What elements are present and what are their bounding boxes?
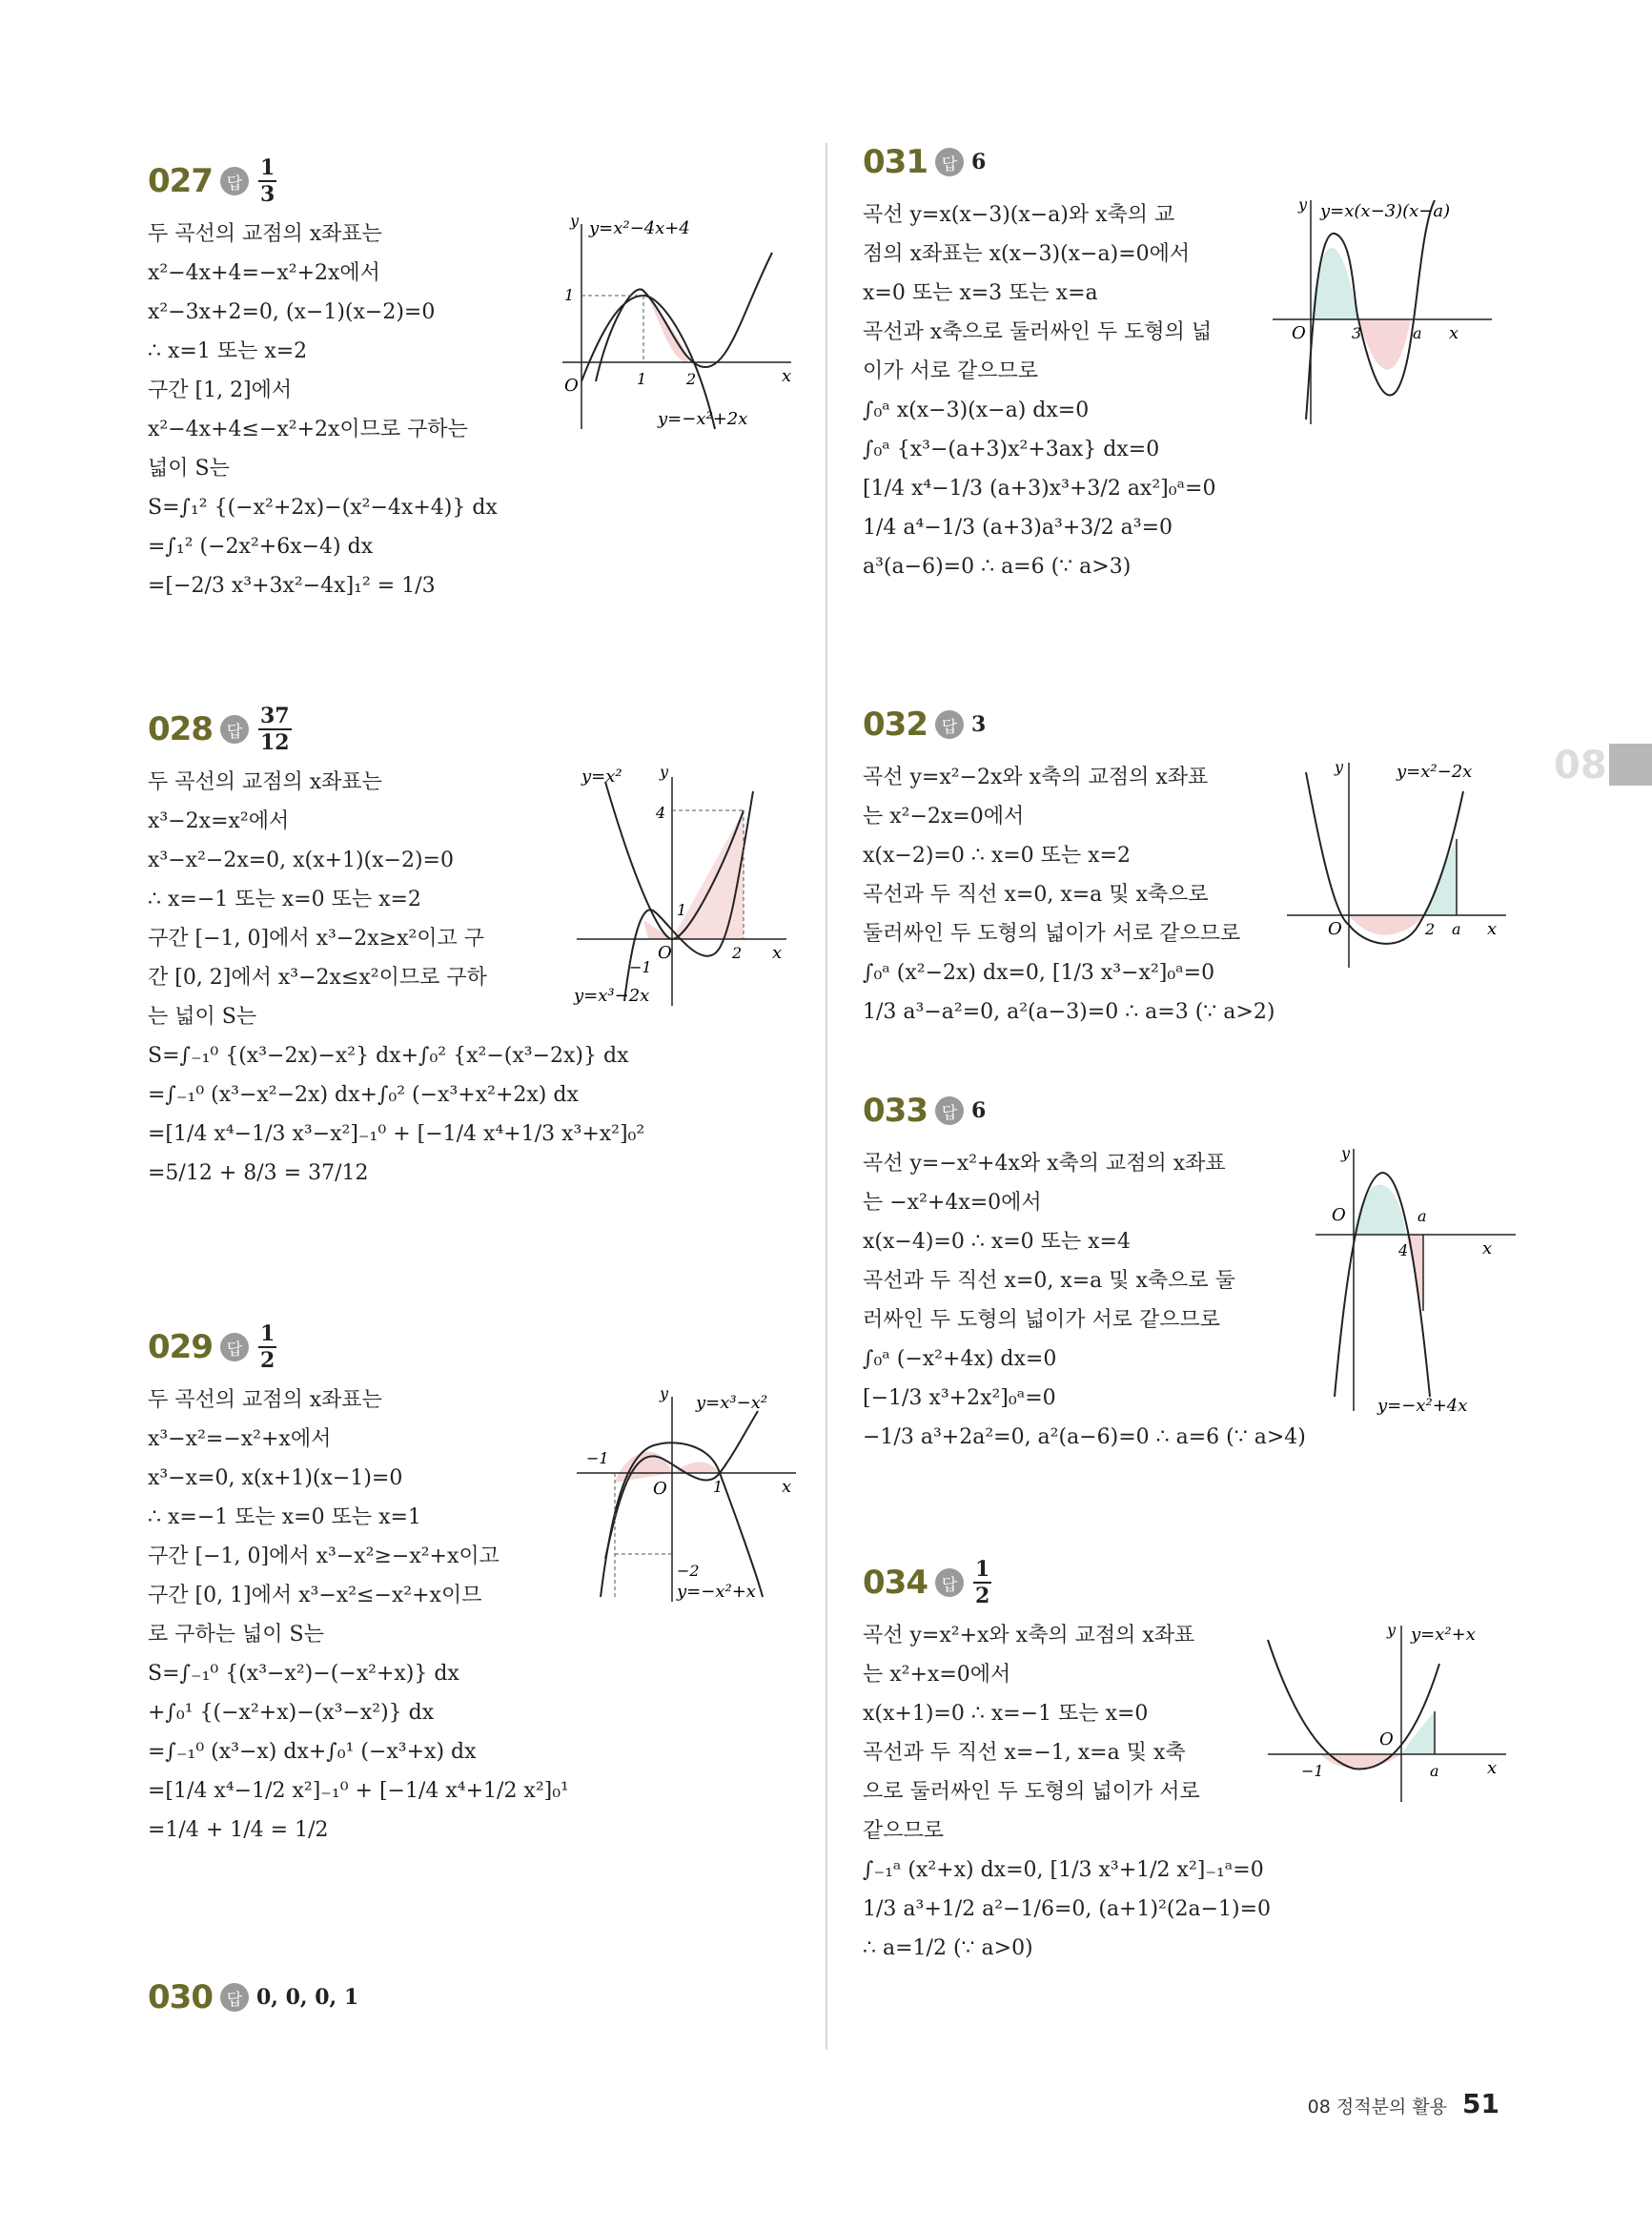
problem-number: 029 bbox=[148, 1328, 213, 1366]
solution-line: ∴ x=1 또는 x=2 bbox=[148, 339, 308, 363]
solution-line: 점의 x좌표는 x(x−3)(x−a)=0에서 bbox=[863, 242, 1191, 266]
graph-tick-label: 4 bbox=[656, 804, 666, 822]
answer-denominator: 2 bbox=[259, 1348, 275, 1373]
problem-header bbox=[863, 1549, 1530, 1616]
solution-line: =∫₁² (−2x²+6x−4) dx bbox=[148, 535, 374, 559]
problem-header bbox=[863, 1077, 1530, 1144]
graph-axis-label: x bbox=[1487, 919, 1498, 939]
graph-axis-label: x bbox=[772, 943, 783, 963]
problem-header bbox=[148, 1964, 815, 2031]
solution-line: =5/12 + 8/3 = 37/12 bbox=[148, 1161, 369, 1185]
solution-line: 곡선 y=x(x−3)(x−a)와 x축의 교 bbox=[863, 203, 1175, 227]
graph-tick-label: 2 bbox=[732, 944, 743, 962]
solution-line: ∴ a=1/2 (∵ a>0) bbox=[863, 1936, 1033, 1960]
solution-line: 두 곡선의 교점의 x좌표는 bbox=[148, 222, 382, 246]
problem-header bbox=[148, 696, 815, 763]
solution-line: 두 곡선의 교점의 x좌표는 bbox=[148, 1388, 382, 1412]
graph-tick-label: 2 bbox=[1425, 920, 1436, 938]
solution-line: ∫₀ᵃ (−x²+4x) dx=0 bbox=[863, 1347, 1057, 1371]
chapter-side-tab bbox=[1554, 744, 1652, 786]
solution-line: =[1/4 x⁴−1/2 x²]₋₁⁰ + [−1/4 x⁴+1/2 x²]₀¹ bbox=[148, 1779, 569, 1803]
answer-value: 0, 0, 0, 1 bbox=[255, 1985, 359, 2010]
graph-032 bbox=[1282, 753, 1511, 976]
solution-line: x³−2x=x²에서 bbox=[148, 809, 290, 833]
answer-badge: 답 bbox=[220, 715, 249, 744]
solution-line: x(x+1)=0 ∴ x=−1 또는 x=0 bbox=[863, 1702, 1149, 1726]
solution-line: 구간 [−1, 0]에서 x³−2x≥x²이고 구 bbox=[148, 927, 485, 951]
graph-origin-label: O bbox=[1332, 1205, 1346, 1225]
graph-033 bbox=[1311, 1139, 1520, 1420]
graph-axis-label: x bbox=[782, 1477, 792, 1497]
graph-curve-label: y=x³−x² bbox=[696, 1393, 768, 1413]
solution-line: 두 곡선의 교점의 x좌표는 bbox=[148, 770, 382, 794]
solution-line: 는 x²−2x=0에서 bbox=[863, 805, 1025, 829]
solution-line: 로 구하는 넓이 S는 bbox=[148, 1623, 324, 1647]
answer-fraction bbox=[258, 706, 292, 753]
solution-line: 곡선과 두 직선 x=0, x=a 및 x축으로 둘 bbox=[863, 1269, 1235, 1293]
solution-line: 으로 둘러싸인 두 도형의 넓이가 서로 bbox=[863, 1780, 1200, 1804]
graph-tick-label: 1 bbox=[637, 370, 647, 388]
answer-value: 6 bbox=[970, 1098, 987, 1123]
solution-line: +∫₀¹ {(−x²+x)−(x³−x²)} dx bbox=[148, 1701, 435, 1725]
graph-curve-label: y=−x²+x bbox=[677, 1582, 756, 1602]
solution-line: 1/3 a³−a²=0, a²(a−3)=0 ∴ a=3 (∵ a>2) bbox=[863, 1000, 1275, 1024]
graph-tick-label: −1 bbox=[1301, 1762, 1324, 1780]
page-footer bbox=[1308, 2088, 1499, 2119]
graph-tick-label: 1 bbox=[713, 1478, 724, 1496]
solution-line: =1/4 + 1/4 = 1/2 bbox=[148, 1818, 329, 1842]
graph-tick-label: −1 bbox=[586, 1449, 609, 1467]
problem-number: 030 bbox=[148, 1978, 213, 2016]
problem-number: 031 bbox=[863, 143, 928, 181]
solution-line: ∫₋₁ᵃ (x²+x) dx=0, [1/3 x³+1/2 x²]₋₁ᵃ=0 bbox=[863, 1858, 1264, 1882]
problem-header bbox=[148, 1314, 815, 1381]
graph-axis-label: y bbox=[1335, 758, 1344, 776]
solution-line: −1/3 a³+2a²=0, a²(a−6)=0 ∴ a=6 (∵ a>4) bbox=[863, 1425, 1306, 1449]
graph-axis-label: x bbox=[1482, 1238, 1493, 1258]
solution-line: S=∫₋₁⁰ {(x³−x²)−(−x²+x)} dx bbox=[148, 1662, 459, 1686]
answer-numerator: 1 bbox=[259, 155, 275, 180]
solution-line: 는 −x²+4x=0에서 bbox=[863, 1191, 1042, 1215]
problem-number: 033 bbox=[863, 1092, 928, 1130]
solution-line: 간 [0, 2]에서 x³−2x≤x²이므로 구하 bbox=[148, 966, 487, 990]
answer-fraction bbox=[973, 1559, 991, 1606]
solution-line: x(x−4)=0 ∴ x=0 또는 x=4 bbox=[863, 1230, 1131, 1254]
solution-line: ∴ x=−1 또는 x=0 또는 x=2 bbox=[148, 888, 421, 911]
solution-line: [1/4 x⁴−1/3 (a+3)x³+3/2 ax²]₀ᵃ=0 bbox=[863, 477, 1216, 501]
graph-origin-label: O bbox=[658, 943, 672, 963]
graph-034 bbox=[1263, 1616, 1511, 1811]
answer-badge: 답 bbox=[220, 1333, 249, 1361]
graph-tick-label: 4 bbox=[1398, 1241, 1409, 1259]
answer-badge: 답 bbox=[220, 1983, 249, 2012]
solution-line: 는 x²+x=0에서 bbox=[863, 1663, 1011, 1687]
graph-tick-label: a bbox=[1452, 920, 1461, 938]
solution-line: [−1/3 x³+2x²]₀ᵃ=0 bbox=[863, 1386, 1056, 1410]
answer-denominator: 3 bbox=[259, 182, 275, 207]
problem-header bbox=[148, 148, 815, 215]
graph-axis-label: y bbox=[660, 763, 669, 781]
graph-axis-label: x bbox=[782, 366, 792, 386]
answer-denominator: 2 bbox=[974, 1584, 990, 1608]
problem-header bbox=[863, 129, 1530, 195]
solution-line: 1/4 a⁴−1/3 (a+3)a³+3/2 a³=0 bbox=[863, 516, 1173, 540]
solution-line: 곡선과 두 직선 x=−1, x=a 및 x축 bbox=[863, 1741, 1186, 1765]
solution-line: x²−3x+2=0, (x−1)(x−2)=0 bbox=[148, 300, 436, 324]
solution-line: ∫₀ᵃ {x³−(a+3)x²+3ax} dx=0 bbox=[863, 438, 1160, 461]
solution-line: =∫₋₁⁰ (x³−x²−2x) dx+∫₀² (−x³+x²+2x) dx bbox=[148, 1083, 579, 1107]
chapter-tab-bar bbox=[1609, 744, 1652, 786]
problem-header bbox=[863, 691, 1530, 758]
solution-line: 곡선 y=x²−2x와 x축의 교점의 x좌표 bbox=[863, 766, 1209, 789]
solution-line: a³(a−6)=0 ∴ a=6 (∵ a>3) bbox=[863, 555, 1132, 579]
problem-number: 028 bbox=[148, 710, 213, 748]
graph-axis-label: y bbox=[1298, 195, 1308, 214]
solution-line: 곡선 y=x²+x와 x축의 교점의 x좌표 bbox=[863, 1624, 1195, 1647]
graph-029 bbox=[572, 1387, 801, 1610]
graph-tick-label: 1 bbox=[677, 901, 687, 919]
graph-axis-label: y bbox=[1341, 1144, 1351, 1162]
solution-line: =[−2/3 x³+3x²−4x]₁² = 1/3 bbox=[148, 574, 436, 598]
answer-badge: 답 bbox=[935, 148, 964, 176]
graph-curve-label: y=x²+x bbox=[1411, 1625, 1476, 1645]
solution-line: ∫₀ᵃ (x²−2x) dx=0, [1/3 x³−x²]₀ᵃ=0 bbox=[863, 961, 1215, 985]
solution-line: S=∫₁² {(−x²+2x)−(x²−4x+4)} dx bbox=[148, 496, 498, 520]
graph-origin-label: O bbox=[564, 376, 579, 396]
solution-line: ∴ x=−1 또는 x=0 또는 x=1 bbox=[148, 1505, 421, 1529]
graph-axis-label: y bbox=[570, 215, 580, 230]
solution-line: 구간 [−1, 0]에서 x³−x²≥−x²+x이고 bbox=[148, 1545, 500, 1568]
solution-line: 1/3 a³+1/2 a²−1/6=0, (a+1)²(2a−1)=0 bbox=[863, 1897, 1272, 1921]
solution-line: 는 넓이 S는 bbox=[148, 1005, 257, 1029]
solution-line: 구간 [0, 1]에서 x³−x²≤−x²+x이므 bbox=[148, 1584, 482, 1607]
answer-value: 3 bbox=[970, 712, 987, 737]
graph-axis-label: y bbox=[660, 1387, 669, 1402]
solution-line: 넓이 S는 bbox=[148, 457, 230, 481]
graph-tick-label: a bbox=[1413, 324, 1422, 342]
graph-curve-label: y=x²−2x bbox=[1397, 762, 1473, 782]
page-number: 51 bbox=[1462, 2088, 1499, 2119]
graph-axis-label: y bbox=[1387, 1621, 1397, 1639]
solution-line: 이가 서로 같으므로 bbox=[863, 359, 1039, 383]
graph-curve-label: y=x²−4x+4 bbox=[589, 218, 690, 238]
solution-line: x²−4x+4=−x²+2x에서 bbox=[148, 261, 380, 285]
solution-line: 둘러싸인 두 도형의 넓이가 서로 같으므로 bbox=[863, 922, 1241, 946]
problem-030 bbox=[148, 1964, 815, 2031]
solution-line: =∫₋₁⁰ (x³−x) dx+∫₀¹ (−x³+x) dx bbox=[148, 1740, 477, 1764]
graph-028 bbox=[572, 763, 791, 1014]
graph-origin-label: O bbox=[1328, 919, 1342, 939]
graph-curve-label: y=x² bbox=[581, 767, 622, 787]
graph-tick-label: a bbox=[1430, 1762, 1439, 1780]
solution-line: =[1/4 x⁴−1/3 x³−x²]₋₁⁰ + [−1/4 x⁴+1/3 x³+x²]₀² bbox=[148, 1122, 645, 1146]
problem-number: 034 bbox=[863, 1564, 928, 1602]
answer-fraction bbox=[258, 1323, 276, 1371]
graph-axis-label: x bbox=[1487, 1758, 1498, 1778]
graph-tick-label: −1 bbox=[629, 958, 652, 976]
problem-number: 032 bbox=[863, 706, 928, 744]
solution-line: 곡선과 x축으로 둘러싸인 두 도형의 넓 bbox=[863, 320, 1213, 344]
solution-line: 같으므로 bbox=[863, 1819, 945, 1843]
answer-badge: 답 bbox=[220, 167, 249, 195]
answer-numerator: 1 bbox=[259, 1321, 275, 1346]
graph-origin-label: O bbox=[1379, 1729, 1394, 1749]
graph-tick-label: −2 bbox=[677, 1562, 700, 1580]
chapter-tab-label: 08 bbox=[1554, 744, 1607, 788]
solution-line: x³−x²=−x²+x에서 bbox=[148, 1427, 332, 1451]
problem-number: 027 bbox=[148, 162, 213, 200]
graph-tick-label: 2 bbox=[686, 370, 697, 388]
graph-curve-label: y=−x²+4x bbox=[1377, 1396, 1468, 1416]
graph-origin-label: O bbox=[1292, 323, 1306, 343]
solution-line: 곡선과 두 직선 x=0, x=a 및 x축으로 bbox=[863, 883, 1209, 907]
graph-tick-label: 1 bbox=[564, 286, 575, 304]
graph-curve-label: y=x(x−3)(x−a) bbox=[1320, 201, 1451, 221]
answer-badge: 답 bbox=[935, 710, 964, 739]
graph-031 bbox=[1268, 191, 1497, 433]
graph-curve-label: y=−x²+2x bbox=[658, 409, 748, 429]
solution-line: x²−4x+4≤−x²+2x이므로 구하는 bbox=[148, 418, 468, 441]
answer-denominator: 12 bbox=[259, 730, 290, 755]
solution-line: S=∫₋₁⁰ {(x³−2x)−x²} dx+∫₀² {x²−(x³−2x)} dx bbox=[148, 1044, 629, 1068]
answer-value: 6 bbox=[970, 150, 987, 174]
graph-curve-label: y=x³−2x bbox=[574, 986, 650, 1006]
answer-badge: 답 bbox=[935, 1096, 964, 1125]
solution-line: x=0 또는 x=3 또는 x=a bbox=[863, 281, 1098, 305]
solution-line: x³−x²−2x=0, x(x+1)(x−2)=0 bbox=[148, 849, 454, 872]
answer-fraction bbox=[258, 157, 276, 205]
footer-chapter-title: 08 정적분의 활용 bbox=[1307, 2097, 1448, 2117]
graph-tick-label: 3 bbox=[1352, 324, 1362, 342]
solution-line: 곡선 y=−x²+4x와 x축의 교점의 x좌표 bbox=[863, 1152, 1226, 1176]
answer-numerator: 37 bbox=[259, 704, 290, 728]
solution-line: x(x−2)=0 ∴ x=0 또는 x=2 bbox=[863, 844, 1131, 868]
graph-axis-label: x bbox=[1449, 323, 1459, 343]
answer-badge: 답 bbox=[935, 1568, 964, 1597]
solution-line: x³−x=0, x(x+1)(x−1)=0 bbox=[148, 1466, 403, 1490]
solution-line: 러싸인 두 도형의 넓이가 서로 같으므로 bbox=[863, 1308, 1220, 1332]
column-divider bbox=[826, 143, 827, 2050]
graph-tick-label: a bbox=[1417, 1207, 1427, 1225]
solution-line: ∫₀ᵃ x(x−3)(x−a) dx=0 bbox=[863, 399, 1090, 422]
graph-027 bbox=[553, 215, 801, 438]
solution-line: 구간 [1, 2]에서 bbox=[148, 378, 293, 402]
graph-origin-label: O bbox=[653, 1479, 667, 1499]
answer-numerator: 1 bbox=[974, 1557, 990, 1582]
